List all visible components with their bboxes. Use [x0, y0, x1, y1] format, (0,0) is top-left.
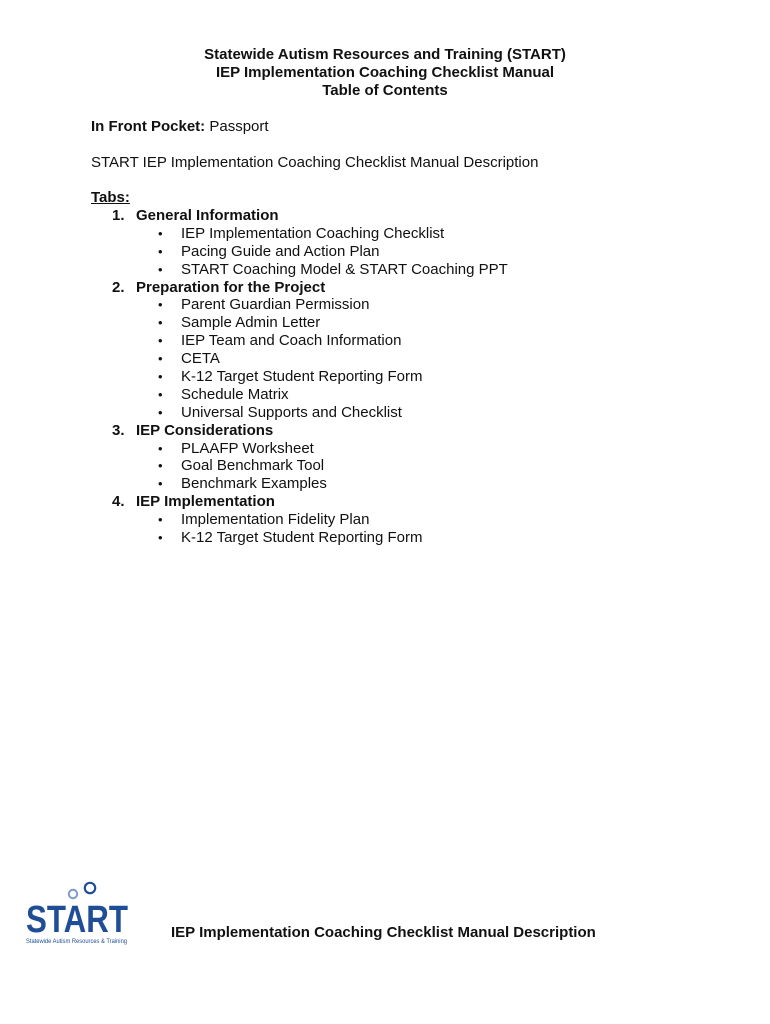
bullet-icon: • — [158, 369, 163, 385]
front-pocket-value: Passport — [209, 118, 269, 135]
list-item-text: Universal Supports and Checklist — [181, 403, 402, 421]
list-item — [91, 440, 508, 458]
bullet-icon: • — [158, 530, 163, 546]
list-item — [91, 457, 508, 475]
front-pocket-line — [91, 118, 269, 136]
tabs-heading: Tabs: — [91, 189, 130, 206]
bullet-icon: • — [158, 333, 163, 349]
section-title-text: General Information — [136, 207, 279, 224]
footer-title: IEP Implementation Coaching Checklist Manual Description — [171, 924, 596, 941]
list-item-text: Sample Admin Letter — [181, 314, 321, 332]
bullet-icon: • — [158, 512, 163, 528]
list-item-text: K-12 Target Student Reporting Form — [181, 529, 423, 547]
list-item — [91, 386, 508, 404]
list-item — [91, 529, 508, 547]
list-item — [91, 225, 508, 243]
section-number: 4. — [112, 493, 125, 511]
list-item-text: Parent Guardian Permission — [181, 296, 370, 314]
org-title: Statewide Autism Resources and Training (START) — [204, 46, 566, 63]
list-item — [91, 261, 508, 279]
section-title — [91, 279, 508, 297]
list-item — [91, 511, 508, 529]
list-item-text: K-12 Target Student Reporting Form — [181, 368, 423, 386]
logo-figure-small-head — [69, 890, 77, 898]
tabs-list — [91, 207, 508, 547]
section-title — [91, 493, 508, 511]
list-item — [91, 296, 508, 314]
list-item — [91, 368, 508, 386]
manual-description: START IEP Implementation Coaching Checklist Manual Description — [91, 154, 539, 171]
document-header — [0, 46, 770, 100]
list-item-text: Schedule Matrix — [181, 385, 289, 403]
logo-wordmark: START — [26, 899, 128, 941]
section-title-text: IEP Considerations — [136, 421, 274, 439]
bullet-icon: • — [158, 351, 163, 367]
list-item — [91, 350, 508, 368]
manual-title: IEP Implementation Coaching Checklist Manual — [215, 64, 555, 81]
list-item — [91, 314, 508, 332]
section-title-text: IEP Implementation — [136, 493, 275, 511]
start-logo — [25, 878, 131, 946]
toc-title: Table of Contents — [322, 82, 448, 99]
bullet-icon: • — [158, 297, 163, 313]
bullet-icon: • — [158, 261, 163, 277]
section-number: 2. — [112, 278, 125, 296]
bullet-icon: • — [158, 315, 163, 331]
list-item-text: IEP Team and Coach Information — [181, 332, 402, 350]
list-item-text: IEP Implementation Coaching Checklist — [181, 224, 445, 242]
list-item-text: START Coaching Model & START Coaching PPT — [181, 260, 508, 278]
section-items — [91, 511, 508, 547]
section-title-text: Preparation for the Project — [136, 278, 326, 296]
section-items — [91, 296, 508, 421]
bullet-icon: • — [158, 440, 163, 456]
section-number: 3. — [112, 421, 125, 439]
list-item — [91, 243, 508, 261]
bullet-icon: • — [158, 404, 163, 420]
list-item-text: Pacing Guide and Action Plan — [181, 242, 380, 260]
section-items — [91, 440, 508, 494]
list-item-text: PLAAFP Worksheet — [181, 439, 314, 457]
bullet-icon: • — [158, 476, 163, 492]
list-item — [91, 404, 508, 422]
list-item — [91, 475, 508, 493]
section-items — [91, 225, 508, 279]
front-pocket-label: In Front Pocket: — [91, 118, 206, 135]
list-item-text: Benchmark Examples — [181, 475, 327, 493]
bullet-icon: • — [158, 225, 163, 241]
bullet-icon: • — [158, 386, 163, 402]
list-item-text: Implementation Fidelity Plan — [181, 511, 370, 529]
logo-tagline: Statewide Autism Resources & Training — [26, 938, 128, 945]
bullet-icon: • — [158, 243, 163, 259]
list-item-text: Goal Benchmark Tool — [181, 457, 325, 475]
section-number: 1. — [112, 207, 125, 224]
section-title — [91, 207, 508, 225]
bullet-icon: • — [158, 458, 163, 474]
logo-figure-large-head — [85, 883, 95, 893]
list-item — [91, 332, 508, 350]
section-title — [91, 422, 508, 440]
list-item-text: CETA — [181, 350, 220, 368]
